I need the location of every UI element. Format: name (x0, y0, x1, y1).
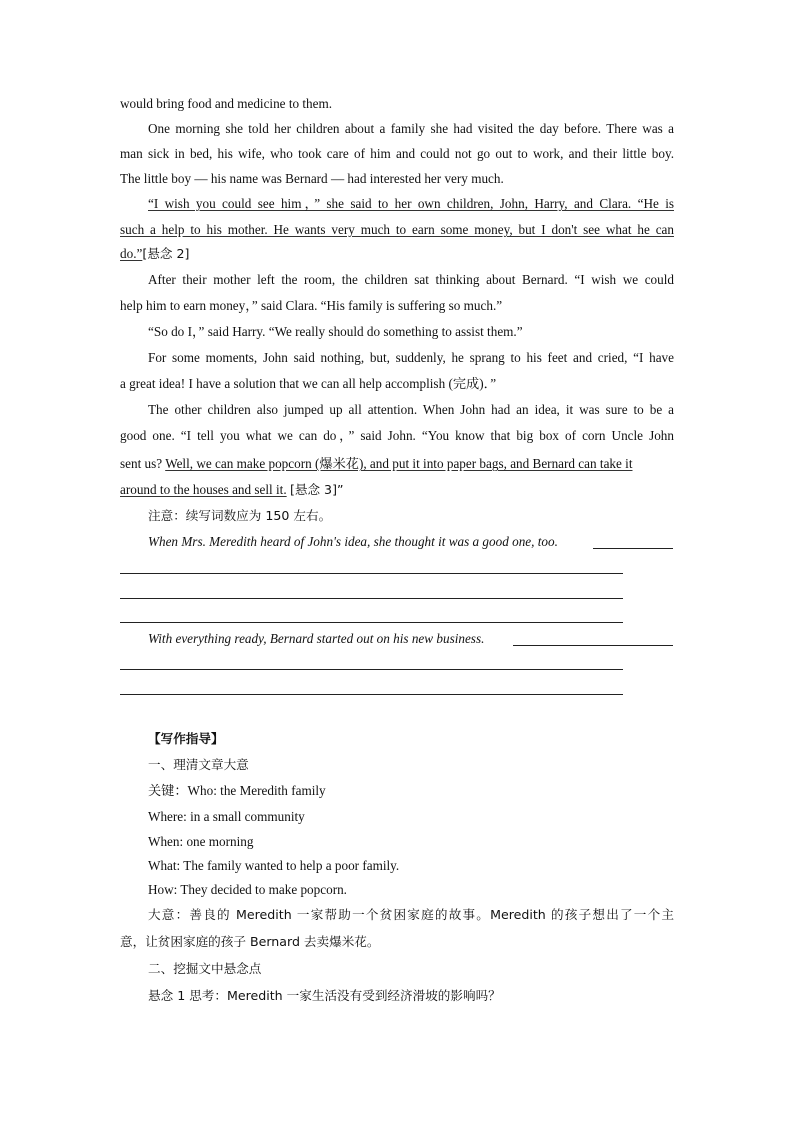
writing-blank[interactable] (120, 669, 623, 670)
story-line-underlined: such a help to his mother. He wants very much to earn some money, but I don't see what he can (120, 222, 674, 237)
underlined-text: do.” (120, 246, 143, 261)
guide-key: 关键：Who: the Meredith family (148, 783, 326, 798)
underlined-text: Well, we can make popcorn (爆米花), and put it into paper bags, and Bernard can take it (165, 456, 633, 471)
story-line: The little boy — his name was Bernard — had interested her very much. (120, 171, 504, 186)
suspense-marker: [悬念 3]” (289, 482, 344, 497)
writing-guide-heading: 【写作指导】 (148, 731, 224, 746)
suspense-question: 悬念 1 思考：Meredith 一家生活没有受到经济滑坡的影响吗？ (148, 988, 501, 1003)
guide-where: Where: in a small community (148, 809, 305, 824)
guide-summary: 意，让贫困家庭的孩子 Bernard 去卖爆米花。 (120, 934, 380, 949)
story-text: sent us? (120, 456, 166, 471)
guide-what: What: The family wanted to help a poor family. (148, 858, 400, 873)
word-count-note: 注意：续写词数应为 150 左右。 (148, 508, 332, 523)
section-heading: 二、挖掘文中悬念点 (148, 961, 262, 976)
writing-blank[interactable] (120, 622, 623, 623)
story-line: One morning she told her children about a family she had visited the day before. There was a (148, 121, 674, 136)
paragraph-1-opening: When Mrs. Meredith heard of John's idea, she thought it was a good one, too. (148, 534, 558, 549)
writing-blank[interactable] (120, 694, 623, 695)
story-line (120, 245, 674, 263)
guide-how: How: They decided to make popcorn. (148, 882, 347, 897)
writing-blank[interactable] (120, 573, 623, 574)
suspense-marker: [悬念 2] (142, 246, 190, 261)
story-line-underlined: “I wish you could see him，” she said to her own children, John, Harry, and Clara. “He is (148, 196, 674, 211)
guide-when: When: one morning (148, 834, 254, 849)
story-line: “So do I，” said Harry. “We really should do something to assist them.” (148, 324, 523, 339)
underlined-text: around to the houses and sell it. (120, 482, 287, 497)
story-line (120, 481, 674, 499)
paragraph-2-opening: With everything ready, Bernard started out on his new business. (148, 631, 485, 646)
story-line (120, 455, 674, 473)
writing-blank[interactable] (120, 598, 623, 599)
story-line: The other children also jumped up all attention. When John had an idea, it was sure to be a (148, 402, 674, 417)
story-line: After their mother left the room, the children sat thinking about Bernard. “I wish we could (148, 272, 674, 287)
story-line: man sick in bed, his wife, who took care of him and could not go out to work, and their little boy. (120, 146, 674, 161)
section-heading: 一、理清文章大意 (148, 757, 249, 772)
guide-summary: 大意：善良的 Meredith 一家帮助一个贫困家庭的故事。Meredith 的孩子想出了一个主 (148, 907, 674, 922)
story-line: For some moments, John said nothing, but, suddenly, he sprang to his feet and cried, “I have (148, 350, 674, 365)
story-line: help him to earn money，” said Clara. “His family is suffering so much.” (120, 298, 503, 313)
story-line: a great idea! I have a solution that we can all help accomplish (完成)．” (120, 376, 497, 391)
story-line: would bring food and medicine to them. (120, 96, 333, 111)
writing-blank[interactable] (513, 645, 673, 646)
story-line: good one. “I tell you what we can do，” said John. “You know that big box of corn Uncle John (120, 428, 674, 443)
writing-blank[interactable] (593, 548, 673, 549)
